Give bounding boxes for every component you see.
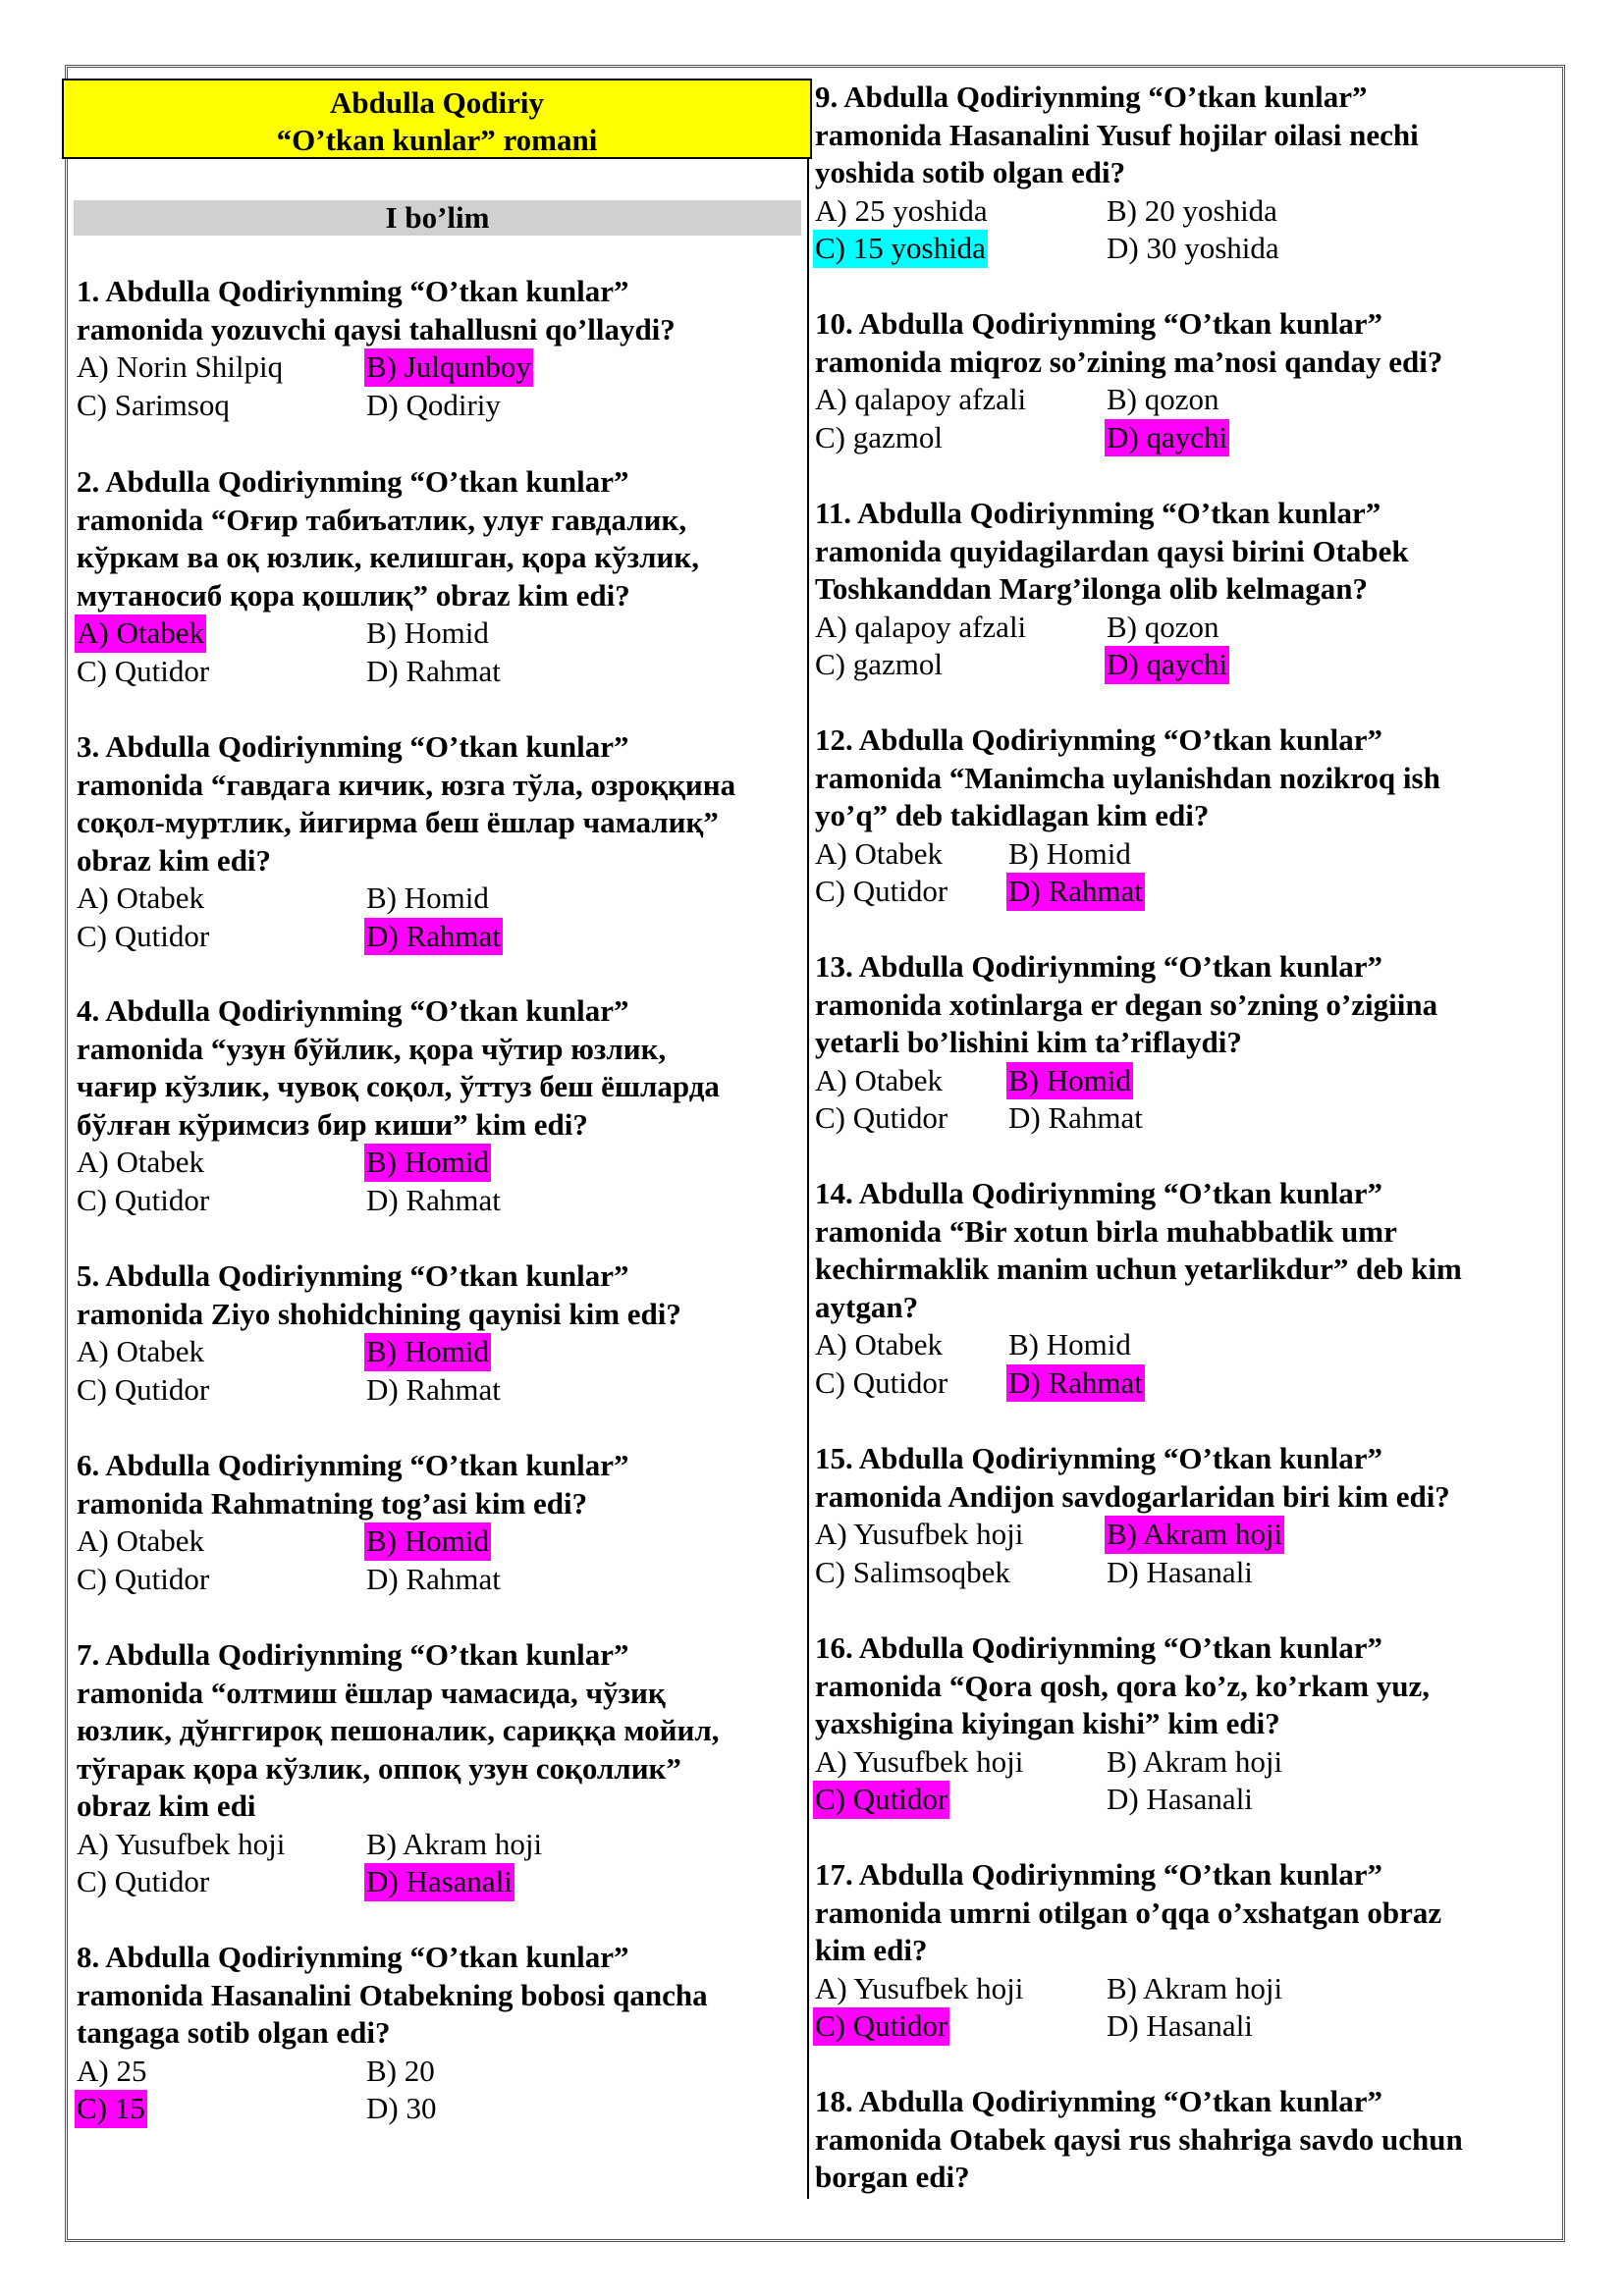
question-13 — [815, 948, 1542, 1138]
option-row — [815, 1364, 1542, 1403]
novel-title: “O’tkan kunlar” romani — [276, 123, 598, 157]
question-8 — [77, 1939, 803, 2128]
answer-option-b: B) Homid — [1006, 1062, 1133, 1100]
option-row — [815, 1781, 1542, 1819]
answer-option-a: A) Norin Shilpiq — [77, 349, 284, 384]
question-16 — [815, 1629, 1542, 1819]
answer-option-a: A) Otabek — [815, 1327, 943, 1362]
answer-option-d: D) Rahmat — [366, 1371, 501, 1407]
question-1 — [77, 273, 803, 424]
question-text: 17. Abdulla Qodiriynming “O’tkan kunlar” ramonida umrni otilgan o’qqa o’xshatgan obraz kim edi? — [815, 1857, 1442, 1967]
section-heading: I bo’lim — [74, 200, 801, 236]
answer-option-a: A) Yusufbek hoji — [815, 1970, 1024, 2005]
answer-option-c: C) Qutidor — [77, 653, 210, 688]
question-text: 4. Abdulla Qodiriynming “O’tkan kunlar” ramonida “узун бўйлик, қора чўтир юзлик, чағир кўзлик, чувоқ соқол, ўттуз беш ёшларда бўлған кўримсиз бир киши” kim edi? — [77, 993, 720, 1142]
question-6 — [77, 1447, 803, 1598]
answer-option-b: B) Homid — [364, 1522, 491, 1561]
answer-option-d: D) Hasanali — [1107, 1554, 1253, 1589]
question-5 — [77, 1257, 803, 1409]
answer-option-c: C) Qutidor — [813, 1781, 949, 1819]
question-9 — [815, 79, 1542, 268]
answer-option-d: D) qaychi — [1105, 646, 1229, 684]
answer-option-b: B) Akram hoji — [1105, 1516, 1284, 1554]
option-row — [77, 1522, 803, 1561]
question-text: 11. Abdulla Qodiriynming “O’tkan kunlar” ramonida quyidagilardan qaysi birini Otabek Toshkanddan Marg’ilonga olib kelmagan? — [815, 496, 1409, 606]
answer-option-b: B) Homid — [1008, 1327, 1131, 1362]
answer-option-d: D) Hasanali — [364, 1863, 514, 1901]
option-row — [815, 230, 1542, 268]
answer-option-a: A) Otabek — [815, 835, 943, 871]
answer-option-d: D) Hasanali — [1107, 2008, 1253, 2043]
answer-option-c: C) 15 yoshida — [813, 230, 988, 268]
answer-option-a: A) 25 — [77, 2053, 147, 2088]
option-row — [815, 1743, 1542, 1782]
answer-option-a: A) Otabek — [77, 1334, 204, 1368]
answer-option-b: B) 20 yoshida — [1107, 192, 1277, 228]
answer-option-b: B) Homid — [364, 1333, 491, 1371]
question-15 — [815, 1440, 1542, 1591]
option-row — [77, 2053, 803, 2091]
answer-option-c: C) gazmol — [815, 647, 943, 681]
answer-option-b: B) qozon — [1107, 382, 1219, 416]
answer-option-b: B) Julqunboy — [364, 348, 533, 387]
answer-option-d: D) Qodiriy — [366, 387, 501, 422]
answer-option-d: D) Rahmat — [1006, 1364, 1145, 1403]
option-row — [77, 1826, 803, 1864]
column-divider — [807, 79, 809, 2199]
answer-option-d: D) Hasanali — [1107, 1782, 1253, 1816]
option-row — [815, 1062, 1542, 1100]
option-row — [77, 918, 803, 956]
option-row — [815, 419, 1542, 457]
answer-option-a: A) Yusufbek hoji — [815, 1517, 1024, 1551]
title-box — [62, 79, 812, 159]
question-text: 10. Abdulla Qodiriynming “O’tkan kunlar” ramonida miqroz so’zining ma’nosi qanday edi? — [815, 306, 1443, 379]
question-text: 5. Abdulla Qodiriynming “O’tkan kunlar” ramonida Ziyo shohidchining qaynisi kim edi? — [77, 1258, 681, 1331]
option-row — [815, 192, 1542, 231]
question-text: 7. Abdulla Qodiriynming “O’tkan kunlar” ramonida “олтмиш ёшлар чамасида, чўзиқ юзлик, дўнггироқ пешоналик, сариққа мойил, тўгарак қора кўзлик, оппоқ узун соқоллик” obraz kim edi — [77, 1637, 720, 1823]
question-text: 16. Abdulla Qodiriynming “O’tkan kunlar” ramonida “Qora qosh, qora ko’z, ko’rkam yuz, yaxshigina kiyingan kishi” kim edi? — [815, 1630, 1431, 1740]
question-4 — [77, 992, 803, 1219]
option-row — [815, 835, 1542, 874]
question-text: 8. Abdulla Qodiriynming “O’tkan kunlar” ramonida Hasanalini Otabekning bobosi qancha tangaga sotib olgan edi? — [77, 1940, 708, 2050]
answer-option-c: C) Qutidor — [77, 1182, 210, 1217]
answer-option-b: B) Homid — [364, 1144, 491, 1182]
question-10 — [815, 305, 1542, 456]
answer-option-b: B) Homid — [1008, 835, 1131, 871]
option-row — [815, 873, 1542, 911]
question-text: 12. Abdulla Qodiriynming “O’tkan kunlar” ramonida “Manimcha uylanishdan nozikroq ish yo’q” deb takidlagan kim edi? — [815, 722, 1440, 832]
answer-option-c: C) Salimsoqbek — [815, 1554, 1010, 1589]
answer-option-b: B) Akram hoji — [366, 1826, 543, 1861]
answer-option-c: C) Qutidor — [813, 2007, 949, 2046]
answer-option-c: C) Qutidor — [77, 1371, 210, 1407]
author-title: Abdulla Qodiriy — [330, 85, 544, 120]
question-text: 18. Abdulla Qodiriynming “O’tkan kunlar” ramonida Otabek qaysi rus shahriga savdo uchun borgan edi? — [815, 2084, 1463, 2194]
option-row — [815, 2007, 1542, 2046]
answer-option-d: D) Rahmat — [364, 918, 503, 956]
question-12 — [815, 721, 1542, 911]
question-11 — [815, 495, 1542, 684]
question-7 — [77, 1636, 803, 1901]
answer-option-d: D) 30 yoshida — [1107, 231, 1279, 265]
answer-option-b: B) Homid — [366, 881, 489, 915]
answer-option-a: A) Otabek — [815, 1062, 943, 1097]
answer-option-c: C) Sarimsoq — [77, 387, 230, 422]
question-text: 6. Abdulla Qodiriynming “O’tkan kunlar” ramonida Rahmatning tog’asi kim edi? — [77, 1448, 629, 1521]
answer-option-c: C) 15 — [75, 2090, 147, 2128]
option-row — [77, 348, 803, 387]
answer-option-d: D) Rahmat — [366, 1182, 501, 1217]
option-row — [77, 1863, 803, 1901]
question-17 — [815, 1856, 1542, 2046]
answer-option-b: B) Homid — [366, 615, 489, 650]
answer-option-d: D) Rahmat — [1008, 1100, 1143, 1135]
option-row — [815, 609, 1542, 647]
option-row — [77, 1333, 803, 1371]
answer-option-c: C) Qutidor — [815, 1364, 948, 1400]
answer-option-b: B) qozon — [1107, 609, 1219, 644]
question-text: 15. Abdulla Qodiriynming “O’tkan kunlar” ramonida Andijon savdogarlaridan biri kim edi? — [815, 1441, 1450, 1514]
answer-option-a: A) Yusufbek hoji — [77, 1826, 286, 1861]
option-row — [77, 1182, 803, 1220]
answer-option-c: C) Qutidor — [815, 1100, 948, 1135]
option-row — [77, 614, 803, 653]
question-text: 9. Abdulla Qodiriynming “O’tkan kunlar” ramonida Hasanalini Yusuf hojilar oilasi nechi yoshida sotib olgan edi? — [815, 80, 1419, 189]
question-text: 2. Abdulla Qodiriynming “O’tkan kunlar” ramonida “Оғир табиъатлик, улуғ гавдалик, кўркам ва оқ юзлик, келишган, қора кўзлик, мутаносиб қора қошлиқ” obraz kim edi? — [77, 464, 699, 613]
answer-option-a: A) 25 yoshida — [815, 192, 988, 228]
answer-option-b: B) Akram hoji — [1107, 1743, 1283, 1779]
option-row — [815, 1516, 1542, 1554]
option-row — [815, 1099, 1542, 1138]
answer-option-a: A) Otabek — [75, 614, 206, 653]
answer-option-b: B) 20 — [366, 2053, 435, 2088]
question-text: 3. Abdulla Qodiriynming “O’tkan kunlar” ramonida “гавдага кичик, юзга тўла, озроққина соқол-муртлик, йигирма беш ёшлар чамалиқ” obraz kim edi? — [77, 729, 736, 878]
answer-option-c: C) Qutidor — [77, 1864, 210, 1898]
question-3 — [77, 728, 803, 955]
answer-option-c: C) Qutidor — [815, 874, 948, 908]
answer-option-a: A) Yusufbek hoji — [815, 1743, 1024, 1779]
answer-option-b: B) Akram hoji — [1107, 1970, 1283, 2005]
answer-option-c: C) Qutidor — [77, 918, 210, 953]
answer-option-a: A) Otabek — [77, 881, 204, 915]
answer-option-c: C) Qutidor — [77, 1561, 210, 1596]
option-row — [77, 880, 803, 918]
answer-option-d: D) Rahmat — [366, 653, 501, 688]
question-text: 13. Abdulla Qodiriynming “O’tkan kunlar” ramonida xotinlarga er degan so’zning o’zigiina yetarli bo’lishini kim ta’riflaydi? — [815, 949, 1438, 1059]
answer-option-d: D) 30 — [366, 2091, 437, 2125]
option-row — [77, 1561, 803, 1599]
option-row — [815, 646, 1542, 684]
option-row — [77, 1144, 803, 1182]
option-row — [815, 1326, 1542, 1364]
option-row — [77, 2090, 803, 2128]
answer-option-a: A) Otabek — [77, 1523, 204, 1558]
option-row — [77, 387, 803, 425]
answer-option-a: A) Otabek — [77, 1145, 204, 1179]
option-row — [815, 1970, 1542, 2008]
option-row — [77, 1371, 803, 1410]
option-row — [815, 1554, 1542, 1592]
option-row — [815, 381, 1542, 419]
question-14 — [815, 1175, 1542, 1402]
question-text: 1. Abdulla Qodiriynming “O’tkan kunlar” ramonida yozuvchi qaysi tahallusni qo’llaydi? — [77, 274, 676, 347]
question-2 — [77, 463, 803, 690]
question-text: 14. Abdulla Qodiriynming “O’tkan kunlar” ramonida “Bir xotun birla muhabbatlik umr kechirmaklik manim uchun yetarlikdur” deb kim aytgan? — [815, 1176, 1462, 1324]
question-18 — [815, 2083, 1542, 2197]
answer-option-d: D) Rahmat — [366, 1561, 501, 1596]
answer-option-d: D) qaychi — [1105, 419, 1229, 457]
answer-option-d: D) Rahmat — [1006, 873, 1145, 911]
answer-option-a: A) qalapoy afzali — [815, 609, 1027, 644]
answer-option-c: C) gazmol — [815, 419, 943, 454]
answer-option-a: A) qalapoy afzali — [815, 382, 1027, 416]
option-row — [77, 653, 803, 691]
